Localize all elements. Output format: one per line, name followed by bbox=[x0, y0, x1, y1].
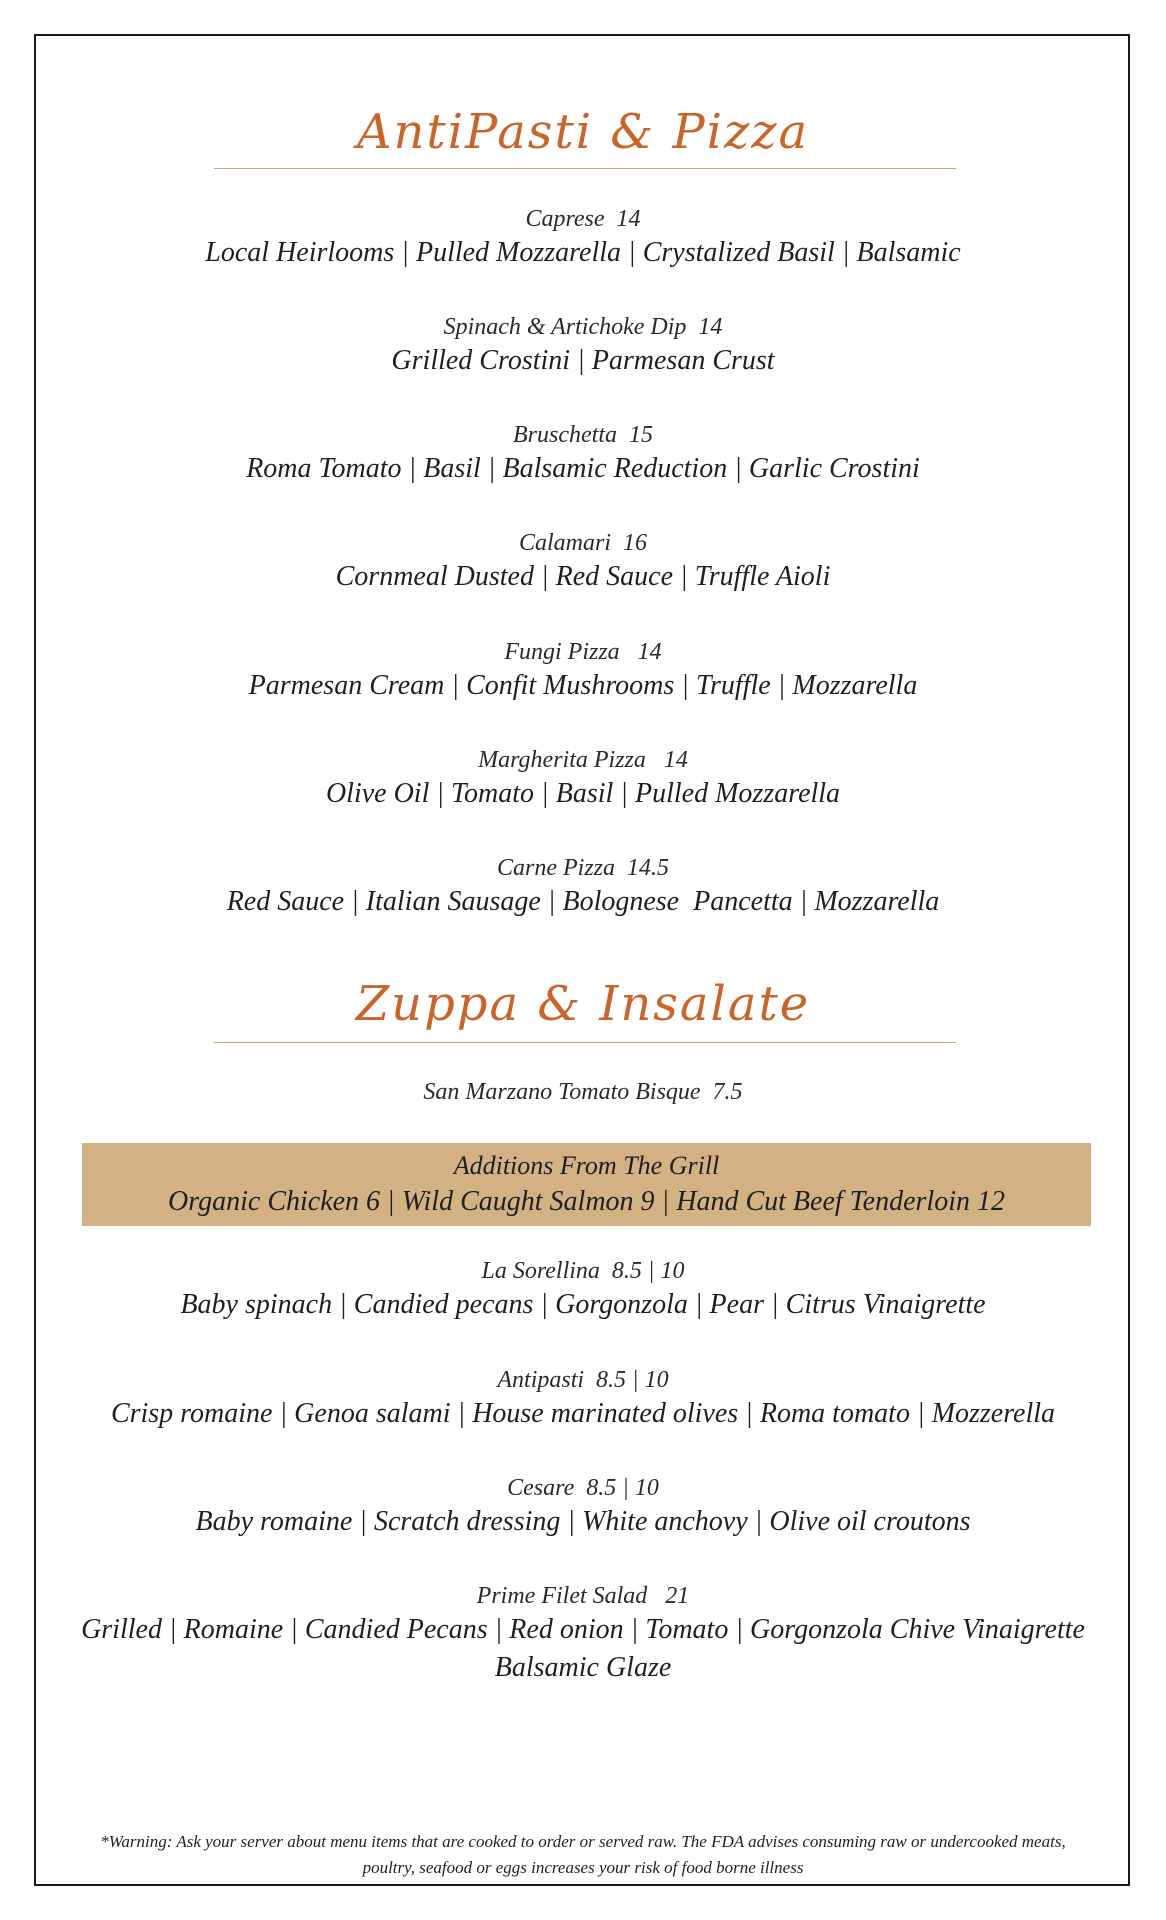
section-title-antipasti-pizza: AntiPasti & Pizza bbox=[356, 104, 810, 160]
item-description: Local Heirlooms | Pulled Mozzarella | Crystalized Basil | Balsamic bbox=[205, 237, 961, 268]
grill-additions-banner bbox=[82, 1143, 1091, 1226]
item-description: Grilled | Romaine | Candied Pecans | Red onion | Tomato | Gorgonzola Chive Vinaigrette bbox=[81, 1614, 1085, 1645]
item-description: Red Sauce | Italian Sausage | Bolognese Pancetta | Mozzarella bbox=[226, 886, 940, 917]
menu-item-caprese bbox=[0, 204, 1166, 272]
item-description: Crisp romaine | Genoa salami | House marinated olives | Roma tomato | Mozzerella bbox=[110, 1398, 1056, 1429]
item-name: La Sorellina 8.5 | 10 bbox=[481, 1258, 685, 1284]
section-divider bbox=[214, 168, 956, 169]
item-name: San Marzano Tomato Bisque 7.5 bbox=[423, 1079, 743, 1105]
banner-title: Additions From The Grill bbox=[453, 1151, 720, 1180]
menu-item-cesare bbox=[0, 1473, 1166, 1541]
item-name: Bruschetta 15 bbox=[513, 422, 653, 448]
banner-description: Organic Chicken 6 | Wild Caught Salmon 9 | Hand Cut Beef Tenderloin 12 bbox=[168, 1186, 1005, 1217]
item-description: Roma Tomato | Basil | Balsamic Reduction | Garlic Crostini bbox=[246, 453, 920, 484]
item-name: Antipasti 8.5 | 10 bbox=[497, 1367, 669, 1393]
item-name: Caprese 14 bbox=[525, 206, 641, 232]
menu-item-carne-pizza bbox=[0, 853, 1166, 921]
item-name: Spinach & Artichoke Dip 14 bbox=[443, 314, 723, 340]
item-name: Calamari 16 bbox=[518, 530, 647, 556]
menu-item-antipasti-salad bbox=[0, 1365, 1166, 1433]
section-divider bbox=[214, 1042, 956, 1043]
item-description: Parmesan Cream | Confit Mushrooms | Truffle | Mozzarella bbox=[248, 670, 918, 701]
menu-item-margherita-pizza bbox=[0, 745, 1166, 813]
menu-item-spinach-artichoke-dip bbox=[0, 312, 1166, 380]
food-safety-warning: *Warning: Ask your server about menu items that are cooked to order or served raw. The FDA advises consuming raw or undercooked meats, poultry, seafood or eggs increases your risk of food borne illness bbox=[100, 1832, 1066, 1877]
item-description: Baby romaine | Scratch dressing | White anchovy | Olive oil croutons bbox=[195, 1506, 971, 1537]
item-name: Prime Filet Salad 21 bbox=[476, 1583, 690, 1609]
menu-item-la-sorellina bbox=[0, 1256, 1166, 1324]
item-description: Grilled Crostini | Parmesan Crust bbox=[391, 345, 775, 376]
item-name: Fungi Pizza 14 bbox=[504, 639, 662, 665]
item-description: Cornmeal Dusted | Red Sauce | Truffle Aioli bbox=[335, 561, 831, 592]
menu-item-prime-filet-salad bbox=[0, 1581, 1166, 1687]
item-name: Margherita Pizza 14 bbox=[478, 747, 688, 773]
item-description: Baby spinach | Candied pecans | Gorgonzola | Pear | Citrus Vinaigrette bbox=[180, 1289, 986, 1320]
menu-item-calamari bbox=[0, 528, 1166, 596]
item-description: Olive Oil | Tomato | Basil | Pulled Mozzarella bbox=[325, 778, 841, 809]
menu-item-bruschetta bbox=[0, 420, 1166, 488]
menu-item-fungi-pizza bbox=[0, 637, 1166, 705]
item-name: Cesare 8.5 | 10 bbox=[507, 1475, 659, 1501]
item-description-continued: Balsamic Glaze bbox=[494, 1652, 672, 1683]
menu-item-tomato-bisque bbox=[0, 1077, 1166, 1107]
section-title-zuppa-insalate: Zuppa & Insalate bbox=[355, 976, 811, 1032]
item-name: Carne Pizza 14.5 bbox=[496, 855, 669, 881]
